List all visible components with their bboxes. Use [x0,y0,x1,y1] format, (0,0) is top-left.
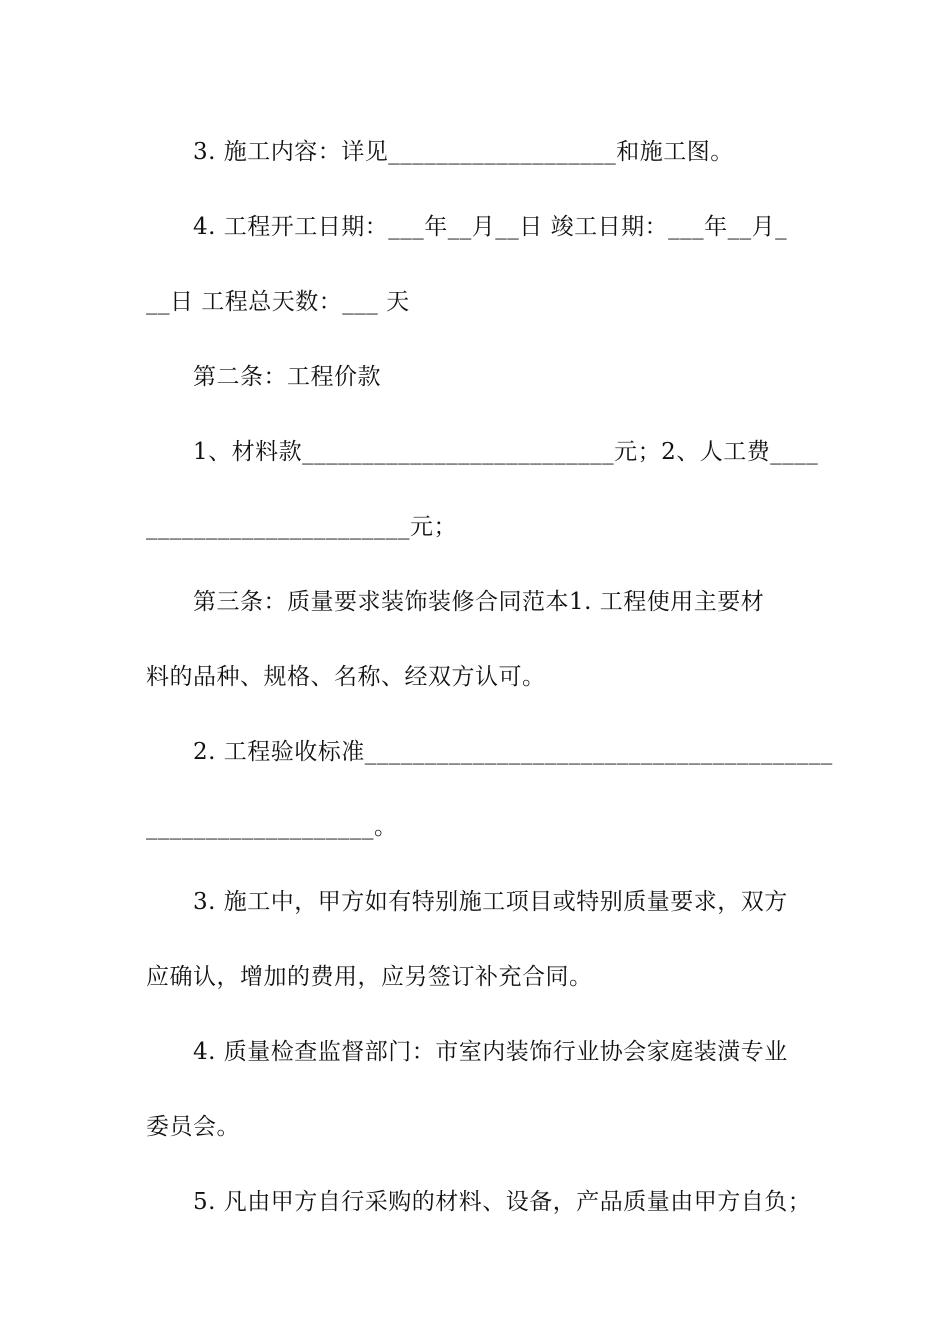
text-line: 2. 工程验收标准_______________________________________ [193,739,833,765]
text-line: 委员会。 [146,1114,240,1140]
text-line: 第二条：工程价款 [193,364,381,390]
text-line: ______________________元； [146,514,457,540]
special-requirements-continued [0,957,950,997]
supervision-department [0,1032,950,1072]
text-line: 料的品种、规格、名称、经双方认可。 [146,664,546,690]
acceptance-standard [0,732,950,772]
clause-4-schedule [0,207,950,247]
price-materials-labor [0,432,950,472]
text-line: 4. 工程开工日期：___年__月__日 竣工日期：___年__月_ [193,214,788,240]
text-line: 4. 质量检查监督部门：市室内装饰行业协会家庭装潢专业 [193,1039,788,1065]
text-line: ___________________。 [146,814,398,840]
text-line: 第三条：质量要求装饰装修合同范本1. 工程使用主要材 [193,589,765,615]
price-labor-continued [0,507,950,547]
text-line: 3. 施工中，甲方如有特别施工项目或特别质量要求，双方 [193,889,788,915]
owner-procured-materials [0,1182,950,1222]
text-line: 3. 施工内容：详见___________________和施工图。 [193,139,734,165]
clause-3-construction-content [0,132,950,172]
article-3-heading [0,582,950,622]
text-line: 应确认，增加的费用，应另签订补充合同。 [146,964,593,990]
article-2-heading [0,357,950,397]
clause-4-schedule-continued [0,282,950,322]
article-3-continued [0,657,950,697]
text-line: 5. 凡由甲方自行采购的材料、设备，产品质量由甲方自负； [193,1189,812,1215]
text-line: __日 工程总天数：___ 天 [146,289,410,315]
supervision-department-continued [0,1107,950,1147]
acceptance-standard-continued [0,807,950,847]
special-requirements [0,882,950,922]
text-line: 1、材料款__________________________元；2、人工费____ [193,439,819,465]
